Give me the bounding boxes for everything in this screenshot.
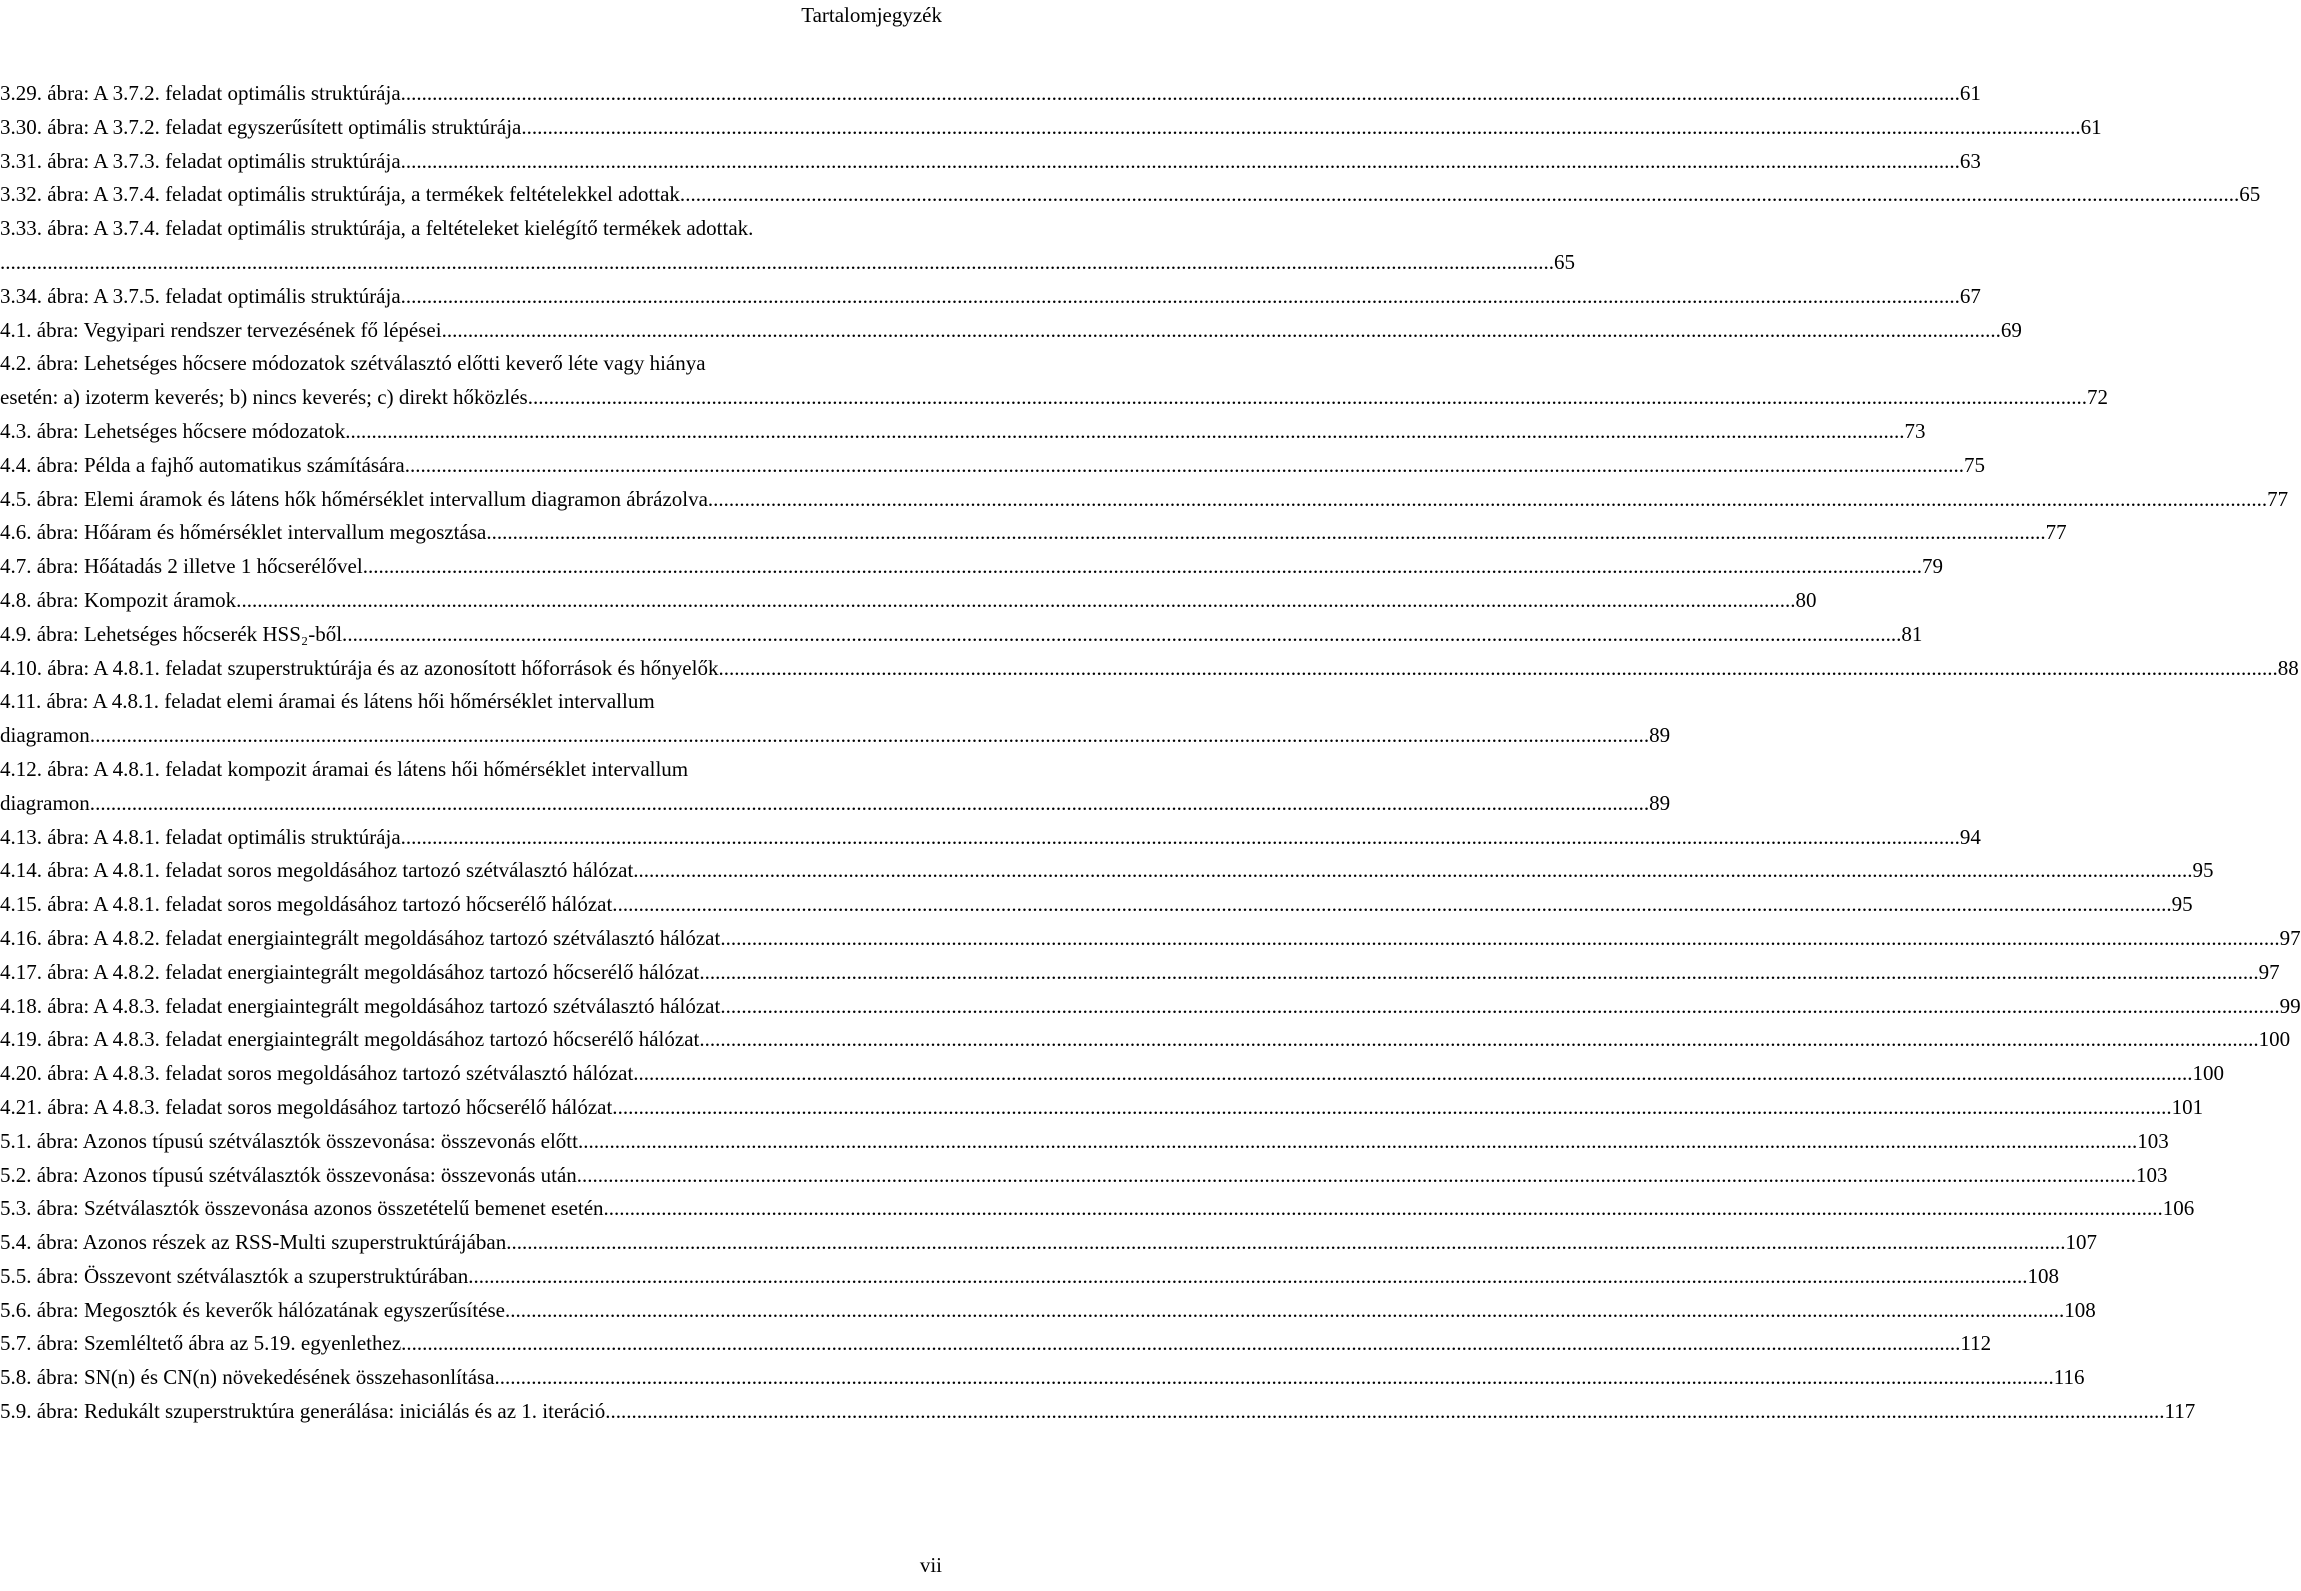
toc-entry[interactable]: [0, 516, 2067, 550]
toc-entry-text: 4.16. ábra: A 4.8.2. feladat energiaintegrált megoldásához tartozó szétválasztó hálózat.: [0, 925, 726, 950]
toc-entry-text: 5.3. ábra: Szétválasztók összevonása azonos összetételű bemenet esetén.: [0, 1196, 609, 1221]
toc-entry-text: 4.19. ábra: A 4.8.3. feladat energiaintegrált megoldásához tartozó hőcserélő hálózat.: [0, 1027, 705, 1052]
toc-entry-text: 4.14. ábra: A 4.8.1. feladat soros megoldásához tartozó szétválasztó hálózat.: [0, 858, 639, 883]
toc-entry-text: 3.34. ábra: A 3.7.5. feladat optimális struktúrája.: [0, 283, 406, 308]
toc-entry[interactable]: [0, 280, 1981, 314]
toc-page-number: 73: [1904, 418, 1926, 443]
dot-leader: [406, 145, 1960, 179]
toc-entry-text: 5.8. ábra: SN(n) és CN(n) növekedésének összehasonlítása.: [0, 1365, 500, 1390]
toc-page-number: 100: [2192, 1061, 2225, 1086]
toc-entry[interactable]: [0, 1057, 2225, 1091]
toc-entry[interactable]: [0, 1226, 2097, 1260]
dot-leader: [639, 1057, 2193, 1091]
list-of-figures: [0, 77, 2301, 1429]
toc-page-number: 107: [2065, 1230, 2097, 1255]
toc-entry[interactable]: [0, 178, 2261, 212]
toc-entry[interactable]: [0, 618, 1923, 652]
toc-page-number: 117: [2164, 1399, 2196, 1424]
dot-leader: [410, 449, 1964, 483]
running-header: Tartalomjegyzék: [801, 3, 942, 27]
toc-page-number: 79: [1921, 554, 1943, 579]
toc-entry-text: 3.33. ábra: A 3.7.4. feladat optimális struktúrája, a feltételeket kielégítő termékek adottak.: [0, 216, 754, 241]
toc-entry[interactable]: [0, 854, 2214, 888]
dot-leader: [705, 956, 2259, 990]
dot-leader: [474, 1260, 2028, 1294]
toc-entry-text: 5.6. ábra: Megosztók és keverők hálózatának egyszerűsítése.: [0, 1297, 511, 1322]
toc-entry-text: 4.13. ábra: A 4.8.1. feladat optimális struktúrája.: [0, 824, 406, 849]
toc-entry[interactable]: [0, 652, 2299, 686]
toc-page-number: 67: [1959, 283, 1981, 308]
toc-entry-text: 4.3. ábra: Lehetséges hőcsere módozatok.: [0, 418, 351, 443]
dot-leader: [0, 246, 1554, 280]
toc-page-number: 89: [1649, 723, 1671, 748]
toc-entry-text: 4.6. ábra: Hőáram és hőmérséklet intervallum megosztása.: [0, 520, 492, 545]
toc-page-number: 89: [1649, 790, 1671, 815]
toc-page-number: 69: [2000, 317, 2022, 342]
toc-entry-text: 4.1. ábra: Vegyipari rendszer tervezésének fő lépései.: [0, 317, 447, 342]
toc-page-number: 65: [1554, 249, 1575, 274]
toc-entry[interactable]: [0, 415, 1926, 449]
toc-page-number: 103: [2137, 1128, 2169, 1153]
toc-entry[interactable]: [0, 990, 2301, 1024]
toc-entry-text: 5.5. ábra: Összevont szétválasztók a szuperstruktúrában.: [0, 1263, 474, 1288]
toc-page-number: 106: [2162, 1196, 2195, 1221]
toc-page-number: 97: [2258, 959, 2280, 984]
dot-leader: [533, 381, 2087, 415]
toc-entry-text: 4.9. ábra: Lehetséges hőcserék HSS₂-ből.: [0, 621, 348, 646]
toc-entry-text: 3.32. ábra: A 3.7.4. feladat optimális struktúrája, a termékek feltételekkel adottak.: [0, 182, 686, 207]
dot-leader: [500, 1361, 2054, 1395]
toc-entry-text: 4.18. ábra: A 4.8.3. feladat energiaintegrált megoldásához tartozó szétválasztó hálózat.: [0, 993, 726, 1018]
toc-page-number: 108: [2064, 1297, 2096, 1322]
toc-page-number: 61: [2080, 114, 2102, 139]
toc-page-number: 97: [2279, 925, 2301, 950]
toc-entry[interactable]: [0, 1192, 2195, 1226]
toc-entry-line: [0, 212, 945, 246]
toc-page-number: 100: [2258, 1027, 2291, 1052]
dot-leader: [406, 77, 1960, 111]
toc-entry[interactable]: [0, 584, 1817, 618]
toc-entry[interactable]: [0, 314, 2022, 348]
toc-entry-text: 5.2. ábra: Azonos típusú szétválasztók összevonása: összevonás után.: [0, 1162, 583, 1187]
toc-entry-text: 4.8. ábra: Kompozit áramok.: [0, 587, 242, 612]
toc-entry[interactable]: [0, 1023, 2291, 1057]
toc-page-number: 61: [1959, 81, 1981, 105]
toc-page-number: 103: [2136, 1162, 2168, 1187]
dot-leader: [406, 1327, 1960, 1361]
toc-entry-text: 4.10. ábra: A 4.8.1. feladat szuperstruktúrája és az azonosított hőforrások és hőnyelők.: [0, 655, 724, 680]
toc-entry-text: 4.20. ábra: A 4.8.3. feladat soros megoldásához tartozó szétválasztó hálózat.: [0, 1061, 639, 1086]
toc-page-number: 72: [2086, 385, 2108, 410]
toc-entry[interactable]: [0, 145, 1981, 179]
toc-entry-line: [0, 753, 945, 787]
toc-entry-text: 5.9. ábra: Redukált szuperstruktúra generálása: iniciálás és az 1. iteráció.: [0, 1399, 611, 1424]
toc-entry-text: esetén: a) izoterm keverés; b) nincs keverés; c) direkt hőközlés.: [0, 385, 533, 410]
toc-entry[interactable]: [0, 1361, 2085, 1395]
toc-entry-text: 3.31. ábra: A 3.7.3. feladat optimális struktúrája.: [0, 148, 406, 173]
toc-entry[interactable]: [0, 1260, 2060, 1294]
dot-leader: [713, 483, 2267, 517]
toc-page-number: 95: [2171, 892, 2193, 917]
toc-page-number: 80: [1795, 587, 1817, 612]
toc-entry[interactable]: [0, 1327, 1992, 1361]
dot-leader: [95, 787, 1649, 821]
toc-entry-text: 5.1. ábra: Azonos típusú szétválasztók összevonása: összevonás előtt.: [0, 1128, 584, 1153]
toc-entry[interactable]: [0, 922, 2301, 956]
toc-entry-line: [0, 685, 945, 719]
toc-entry-text: 4.5. ábra: Elemi áramok és látens hők hőmérséklet intervallum diagramon ábrázolva.: [0, 486, 714, 511]
toc-entry[interactable]: [0, 1091, 2204, 1125]
dot-leader: [447, 314, 2001, 348]
toc-entry-text: 4.17. ábra: A 4.8.2. feladat energiaintegrált megoldásához tartozó hőcserélő hálózat.: [0, 959, 705, 984]
dot-leader: [724, 652, 2278, 686]
toc-entry-text: 4.11. ábra: A 4.8.1. feladat elemi áramai és látens hői hőmérséklet intervallum: [0, 689, 655, 714]
dot-leader: [368, 550, 1922, 584]
toc-entry[interactable]: [0, 381, 2108, 415]
toc-page-number: 112: [1960, 1331, 1992, 1356]
toc-entry[interactable]: [0, 956, 2280, 990]
toc-page-number: 77: [2267, 486, 2289, 511]
dot-leader: [639, 854, 2193, 888]
toc-page-number: 81: [1901, 621, 1923, 646]
toc-entry[interactable]: [0, 1159, 2168, 1193]
toc-entry-text: 4.4. ábra: Példa a fajhő automatikus számítására.: [0, 452, 410, 477]
page-number: vii: [919, 1553, 942, 1577]
toc-entry-text: 4.12. ábra: A 4.8.1. feladat kompozit áramai és látens hői hőmérséklet intervallum: [0, 756, 689, 781]
toc-entry-text: 4.7. ábra: Hőátadás 2 illetve 1 hőcserélővel.: [0, 554, 368, 579]
toc-entry[interactable]: [0, 483, 2289, 517]
dot-leader: [705, 1023, 2259, 1057]
toc-entry-text: 3.29. ábra: A 3.7.2. feladat optimális struktúrája.: [0, 81, 406, 105]
dot-leader: [406, 280, 1960, 314]
toc-page-number: 63: [1959, 148, 1981, 173]
toc-page-number: 108: [2027, 1263, 2060, 1288]
dot-leader: [583, 1125, 2137, 1159]
dot-leader: [406, 821, 1960, 855]
toc-page-number: 77: [2045, 520, 2067, 545]
dot-leader: [582, 1159, 2136, 1193]
toc-entry-text: 4.15. ábra: A 4.8.1. feladat soros megoldásához tartozó hőcserélő hálózat.: [0, 892, 618, 917]
toc-entry[interactable]: [0, 719, 1671, 753]
toc-entry-text: 4.2. ábra: Lehetséges hőcsere módozatok szétválasztó előtti keverő léte vagy hiánya: [0, 351, 706, 376]
dot-leader: [347, 618, 1901, 652]
toc-page-number: 95: [2192, 858, 2214, 883]
toc-page-number: 116: [2053, 1365, 2085, 1390]
dot-leader: [527, 111, 2081, 145]
toc-page-number: 94: [1959, 824, 1981, 849]
toc-entry[interactable]: [0, 246, 1575, 280]
toc-page-number: 99: [2279, 993, 2301, 1018]
toc-entry[interactable]: [0, 888, 2193, 922]
toc-page-number: 101: [2171, 1094, 2204, 1119]
dot-leader: [511, 1226, 2065, 1260]
toc-entry[interactable]: [0, 821, 1981, 855]
toc-page-number: 75: [1963, 452, 1985, 477]
dot-leader: [609, 1192, 2163, 1226]
toc-entry[interactable]: [0, 1395, 2196, 1429]
dot-leader: [241, 584, 1795, 618]
dot-leader: [510, 1294, 2064, 1328]
dot-leader: [95, 719, 1649, 753]
toc-entry-text: diagramon.: [0, 723, 96, 748]
toc-entry-text: 5.4. ábra: Azonos részek az RSS-Multi szuperstruktúrájában.: [0, 1230, 512, 1255]
toc-entry[interactable]: [0, 550, 1943, 584]
dot-leader: [618, 888, 2172, 922]
toc-entry[interactable]: [0, 1125, 2169, 1159]
dot-leader: [611, 1395, 2165, 1429]
toc-entry[interactable]: [0, 787, 1671, 821]
toc-entry[interactable]: [0, 77, 1981, 111]
toc-entry-line: [0, 347, 945, 381]
toc-entry[interactable]: [0, 449, 1985, 483]
toc-entry[interactable]: [0, 1294, 2096, 1328]
toc-entry[interactable]: [0, 111, 2102, 145]
toc-entry-text: 3.30. ábra: A 3.7.2. feladat egyszerűsített optimális struktúrája.: [0, 114, 527, 139]
toc-entry-text: 4.21. ábra: A 4.8.3. feladat soros megoldásához tartozó hőcserélő hálózat.: [0, 1094, 618, 1119]
toc-entry-text: 5.7. ábra: Szemléltető ábra az 5.19. egyenlethez.: [0, 1331, 407, 1356]
dot-leader: [618, 1091, 2172, 1125]
dot-leader: [685, 178, 2239, 212]
toc-page-number: 65: [2239, 182, 2261, 207]
toc-entry-text: diagramon.: [0, 790, 96, 815]
dot-leader: [492, 516, 2046, 550]
toc-page-number: 88: [2277, 655, 2299, 680]
dot-leader: [726, 990, 2280, 1024]
dot-leader: [726, 922, 2280, 956]
dot-leader: [350, 415, 1904, 449]
